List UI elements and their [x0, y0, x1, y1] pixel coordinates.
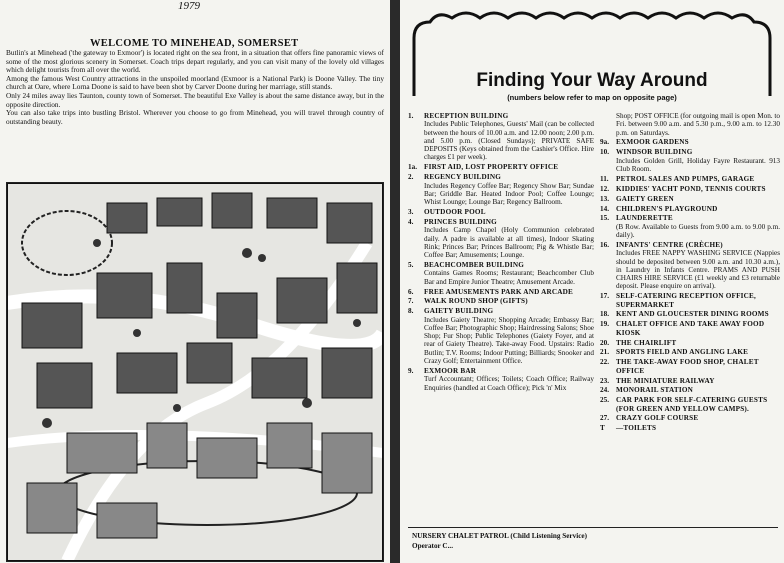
legend-entry [408, 261, 594, 286]
legend-number: 21. [600, 348, 609, 357]
legend-title: CHALET OFFICE AND TAKE AWAY FOOD KIOSK [616, 320, 765, 337]
legend-title: SPORTS FIELD AND ANGLING LAKE [616, 348, 749, 357]
legend-description: Includes Regency Coffee Bar; Regency Show Bar; Sundae Bar; Griddle Bar. Heated Indoor Pool; Coffee Lounge; Whist Lounge; Lounge Bar; Regency Ballroom. [424, 181, 594, 207]
legend-number: 5. [408, 261, 414, 270]
legend-number: 16. [600, 240, 609, 249]
intro-paragraph: Among the famous West Country attractions in the unspoiled moorland (Exmoor is a National Park) is Doone Valley. The tiny church at Oare, where Lorna Doone is said to have been shot by Carver Doone during her marriage, still stands. [6, 73, 384, 92]
legend-title: THE MINIATURE RAILWAY [616, 376, 715, 385]
legend-title: REGENCY BUILDING [424, 173, 502, 182]
legend-title: CRAZY GOLF COURSE [616, 414, 699, 423]
intro-paragraph: You can also take trips into bustling Bristol. Wherever you choose to go from Minehead, you will travel through country of outstanding beauty. [6, 108, 384, 126]
legend-number: 9a. [600, 138, 609, 147]
legend-title: FREE AMUSEMENTS PARK AND ARCADE [424, 287, 574, 296]
legend-number: 7. [408, 297, 414, 306]
legend-entry [600, 348, 780, 356]
legend-number: 8. [408, 307, 414, 316]
legend-title: CAR PARK FOR SELF-CATERING GUESTS (FOR GREEN AND YELLOW CAMPS). [616, 396, 768, 413]
legend-title: PRINCES BUILDING [424, 217, 497, 226]
footer-text-continued: Operator C... [412, 542, 453, 550]
handwritten-year: 1979 [178, 0, 200, 12]
legend-number [600, 112, 616, 137]
legend-number: 20. [600, 338, 609, 347]
legend-entry [600, 112, 780, 137]
legend-title: THE TAKE-AWAY FOOD SHOP, CHALET OFFICE [616, 358, 759, 375]
legend-entry [600, 195, 780, 203]
welcome-title: WELCOME TO MINEHEAD, SOMERSET [90, 38, 299, 49]
legend-entry [600, 214, 780, 239]
legend-entry [600, 205, 780, 213]
legend-entry [408, 297, 594, 305]
legend-description: (B Row. Available to Guests from 9.00 a.m. to 9.00 p.m. daily). [616, 222, 780, 240]
legend-title: WINDSOR BUILDING [616, 148, 693, 157]
legend-entry [408, 367, 594, 392]
legend-title: PETROL SALES AND PUMPS, GARAGE [616, 174, 755, 183]
legend-number: T [600, 424, 605, 433]
legend-entry [600, 320, 780, 337]
legend-title: CHILDREN'S PLAYGROUND [616, 204, 718, 213]
legend-entry [408, 163, 594, 171]
legend-number: 22. [600, 358, 609, 367]
legend-number: 14. [600, 204, 609, 213]
legend-entry [600, 377, 780, 385]
legend-number: 11. [600, 174, 609, 183]
map-drawing [7, 183, 383, 561]
legend-number: 10. [600, 148, 609, 157]
legend-description: Includes Gaiety Theatre; Shopping Arcade; Embassy Bar; Coffee Bar; Photographic Shop; Hairdressing Salons; Shoe Shop; Fur Shop; Public Telephones (Gaiety Foyer, and at rear of Gaiety Theatre). Take-away Food. Upstairs: Radio Butlin; T.V. Rooms; Indoor Putting; Billiards; Snooker and Crazy Golf; Entertainment Office. [424, 315, 594, 366]
intro-text [6, 49, 384, 126]
legend-entry [600, 175, 780, 183]
legend-description: Includes Public Telephones, Guests' Mail (can be collected between the hours of 10.00 a.m. and 12.00 noon; 2.00 p.m. and 5.00 p.m. (Closed Sundays); PRIVATE SAFE DEPOSITS (Keys obtained from the Cashier's Office. Hire charges £1 per week). [424, 120, 594, 162]
legend-number: 1a. [408, 163, 417, 172]
legend-number: 12. [600, 184, 609, 193]
legend-title: EXMOOR GARDENS [616, 138, 689, 147]
legend-entry [408, 208, 594, 216]
legend-entry [600, 138, 780, 146]
legend-title: FIRST AID, LOST PROPERTY OFFICE [424, 163, 559, 172]
legend-title: OUTDOOR POOL [424, 208, 486, 217]
intro-paragraph: Only 24 miles away lies Taunton, county town of Somerset. The beautiful Exe Valley is about the same distance away, but in the opposite direction. [6, 90, 384, 109]
legend-description: Includes Camp Chapel (Holy Communion celebrated daily. A padre is available at all times), Indoor Skating Rink; Princes Bar; Princes Ballroom; Pig & Whistle Bar; Coffee Bar; Amusements; Lounge. [424, 226, 594, 260]
legend-entry [600, 414, 780, 422]
legend-description: Shop; POST OFFICE (for outgoing mail is open Mon. to Fri. between 9.00 a.m. and 5.30 p.m., 9.00 a.m. to 12.30 p.m. on Saturdays. [616, 112, 780, 137]
right-page [400, 0, 784, 563]
camp-map-illustration [6, 182, 384, 562]
legend-title: INFANTS' CENTRE (CRÈCHE) [616, 240, 723, 249]
legend-entry [600, 386, 780, 394]
legend-entry [600, 185, 780, 193]
legend-number: 24. [600, 386, 609, 395]
legend-title: SELF-CATERING RECEPTION OFFICE, SUPERMARKET [616, 292, 757, 309]
page-gutter [390, 0, 400, 563]
legend-number: 27. [600, 414, 609, 423]
legend-column-left [408, 112, 594, 393]
page-title: Finding Your Way Around [476, 70, 708, 91]
legend-number: 25. [600, 396, 609, 405]
legend-description: Turf Accountant; Offices; Toilets; Coach Office; Railway Enquiries (handled at Coach Office); Pick 'n' Mix [424, 375, 594, 392]
legend-description: Includes FREE NAPPY WASHING SERVICE (Nappies should be deposited between 9.00 a.m. and 10.30 a.m.), in Laundry in Infants Centre. PRAMS AND PUSH CHAIRS HIRE SERVICE (£1 weekly and £3 returnable deposit. Please enquire on arrival). [616, 249, 780, 291]
legend-number: 4. [408, 217, 414, 226]
legend-entry [408, 173, 594, 206]
legend-entry [600, 241, 780, 291]
legend-number: 3. [408, 208, 414, 217]
legend-number: 15. [600, 214, 609, 223]
legend-number: 6. [408, 287, 414, 296]
legend-entry [600, 424, 780, 432]
legend-description: Contains Games Rooms; Restaurant; Beachcomber Club Bar and Empire Junior Theatre; Amusement Arcade. [424, 269, 594, 286]
legend-number: 9. [408, 366, 414, 375]
legend-entry [600, 396, 780, 413]
legend-entry [600, 310, 780, 318]
legend-title: MONORAIL STATION [616, 386, 694, 395]
page-subtitle: (numbers below refer to map on opposite page) [507, 93, 677, 102]
legend-number: 19. [600, 320, 609, 329]
legend-entry [408, 307, 594, 365]
legend-title: GAIETY GREEN [616, 194, 674, 203]
legend-entry [600, 148, 780, 173]
legend-entry [600, 292, 780, 309]
legend-title: —TOILETS [616, 424, 657, 433]
legend-entry [408, 218, 594, 259]
legend-title: EXMOOR BAR [424, 366, 477, 375]
legend-title: KENT AND GLOUCESTER DINING ROOMS [616, 310, 769, 319]
legend-entry [408, 112, 594, 162]
legend-number: 13. [600, 194, 609, 203]
legend-number: 23. [600, 376, 609, 385]
legend-column-right [600, 112, 780, 434]
legend-number: 1. [408, 112, 414, 120]
legend-title: GAIETY BUILDING [424, 307, 494, 316]
legend-entry [600, 358, 780, 375]
legend-description: Includes Golden Grill, Holiday Fayre Restaurant. 913 Club Room. [616, 156, 780, 173]
footer-divider [408, 527, 778, 528]
legend-title: RECEPTION BUILDING [424, 112, 509, 120]
footer-text: NURSERY CHALET PATROL (Child Listening Service) [412, 532, 587, 540]
legend-number: 2. [408, 173, 414, 182]
legend-number: 18. [600, 310, 609, 319]
left-page [0, 0, 390, 563]
legend-title: BEACHCOMBER BUILDING [424, 261, 525, 270]
intro-paragraph: Butlin's at Minehead ('the gateway to Exmoor') is located right on the sea front, in a situation that offers fine panoramic views of some of the most glorious scenery in Somerset. Coach trips depart regularly, and you can visit many of the lovely old villages which delight tourists from all over the world. [6, 48, 384, 75]
legend-number: 17. [600, 292, 609, 301]
legend-title: WALK ROUND SHOP (GIFTS) [424, 297, 528, 306]
legend-title: THE CHAIRLIFT [616, 338, 677, 347]
legend-entry [408, 288, 594, 296]
legend-title: KIDDIES' YACHT POND, TENNIS COURTS [616, 184, 766, 193]
legend-entry [600, 339, 780, 347]
legend-title: LAUNDERETTE [616, 214, 673, 223]
